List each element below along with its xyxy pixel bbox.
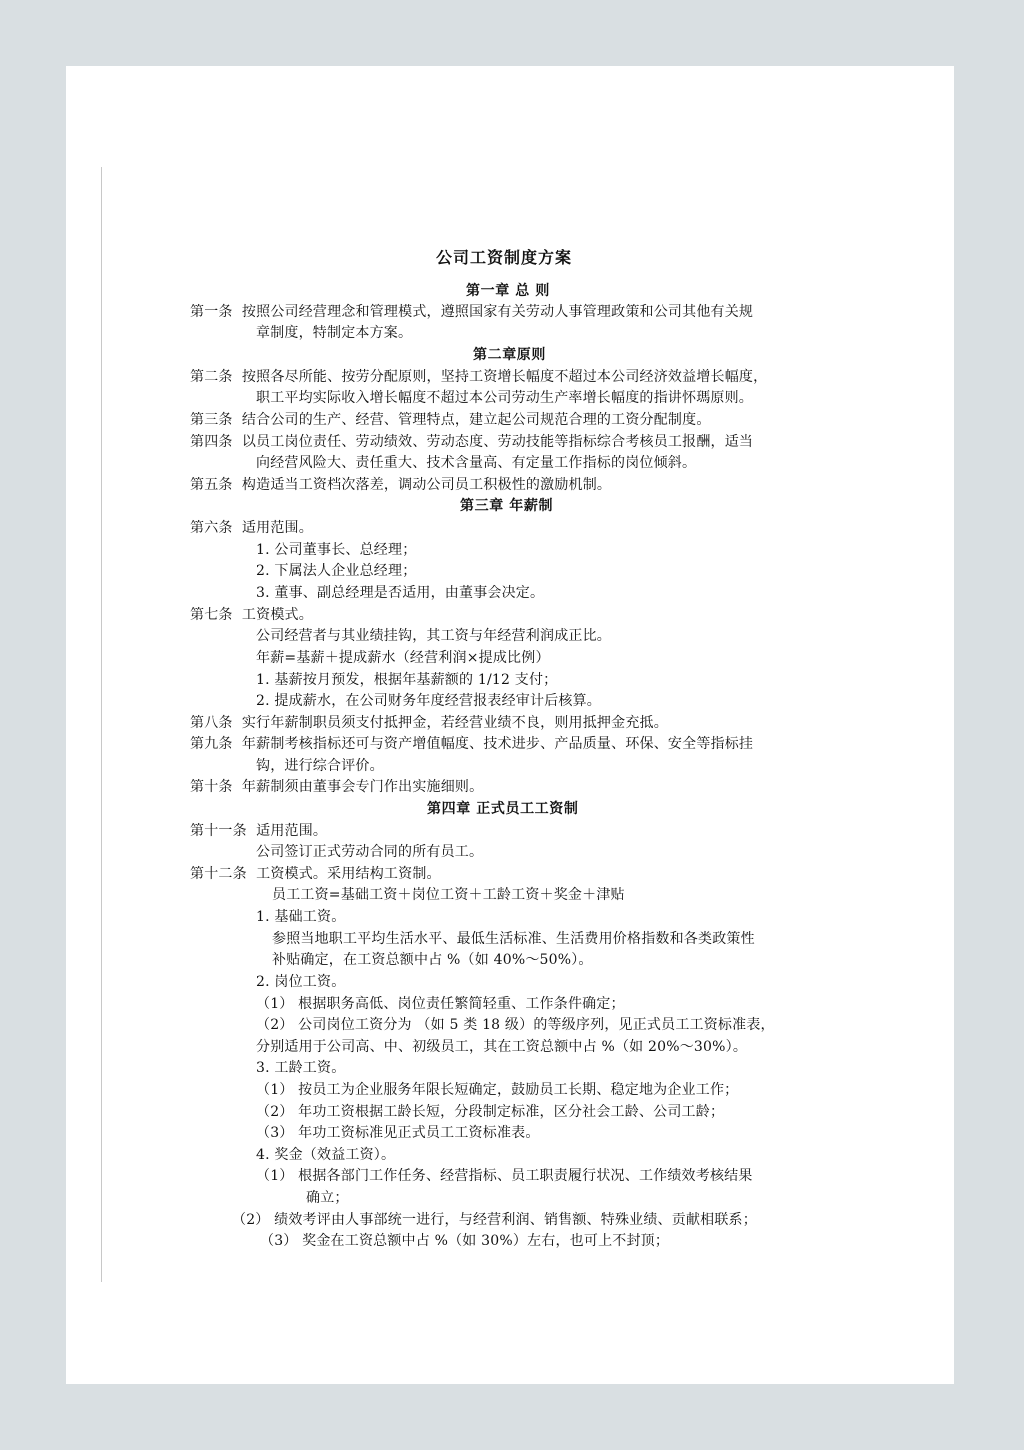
- article-label: 第六条: [190, 520, 233, 536]
- article-label: 第七条: [190, 607, 233, 623]
- section-text: 补贴确定，在工资总额中占 %（如 40%～50%）。: [272, 952, 593, 968]
- article-label: 第十一条: [190, 823, 247, 839]
- list-item: 2. 下属法人企业总经理；: [256, 563, 417, 579]
- section-text: （2） 绩效考评由人事部统一进行，与经营利润、销售额、特殊业绩、贡献相联系；: [232, 1212, 757, 1228]
- list-item: 1. 基薪按月预发，根据年基薪额的 1/12 支付；: [256, 672, 558, 688]
- article-3: [190, 410, 711, 431]
- list-item: 3. 董事、副总经理是否适用，由董事会决定。: [256, 585, 545, 601]
- list-item: 2. 提成薪水，在公司财务年度经营报表经审计后核算。: [256, 693, 602, 709]
- article-11: [190, 821, 327, 842]
- article-text: 钩，进行综合评价。: [256, 758, 384, 774]
- article-label: 第一条: [190, 304, 233, 320]
- salary-formula: 年薪=基薪＋提成薪水（经营利润×提成比例）: [256, 650, 550, 666]
- section-text: （3） 奖金在工资总额中占 %（如 30%）左右，也可上不封顶；: [260, 1233, 670, 1249]
- chapter-heading: 第二章原则: [473, 347, 546, 363]
- article-text: 年薪制须由董事会专门作出实施细则。: [241, 779, 484, 795]
- article-text: 工资模式。采用结构工资制。: [256, 866, 441, 882]
- article-7: [190, 605, 313, 626]
- article-5: [190, 475, 611, 496]
- section-text: （2） 年功工资根据工龄长短，分段制定标准，区分社会工龄、公司工龄；: [256, 1104, 725, 1120]
- article-text: 以员工岗位责任、劳动绩效、劳动态度、劳动技能等指标综合考核员工报酬，适当: [241, 434, 754, 450]
- section-text: （1） 根据职务高低、岗位责任繁简轻重、工作条件确定；: [256, 996, 625, 1012]
- article-12: [190, 864, 441, 885]
- article-text: 职工平均实际收入增长幅度不超过本公司劳动生产率增长幅度的指讲怀瑪原则。: [256, 390, 753, 406]
- article-text: 适用范围。: [256, 823, 328, 839]
- article-4: [190, 432, 753, 453]
- section-text: （3） 年功工资标准见正式员工工资标准表。: [256, 1125, 540, 1141]
- section-text: 参照当地职工平均生活水平、最低生活标准、生活费用价格指数和各类政策性: [272, 931, 755, 947]
- document-title: 公司工资制度方案: [436, 248, 573, 267]
- section-text: 确立；: [306, 1190, 349, 1206]
- article-9: [190, 734, 753, 755]
- section-heading: 2. 岗位工资。: [256, 974, 346, 990]
- article-label: 第九条: [190, 736, 233, 752]
- section-text: （2） 公司岗位工资分为 （如 5 类 18 级）的等级序列，见正式员工工资标准表，: [256, 1017, 775, 1033]
- article-text: 按照各尽所能、按劳分配原则，坚持工资增长幅度不超过本公司经济效益增长幅度，: [241, 369, 768, 385]
- section-heading: 4. 奖金（效益工资）。: [256, 1147, 396, 1163]
- article-label: 第十条: [190, 779, 233, 795]
- chapter-heading: 第三章 年薪制: [460, 498, 554, 514]
- article-2: [190, 367, 767, 388]
- list-item: 1. 公司董事长、总经理；: [256, 542, 417, 558]
- article-6: [190, 518, 313, 539]
- article-text: 适用范围。: [241, 520, 313, 536]
- article-label: 第十二条: [190, 866, 247, 882]
- article-text: 工资模式。: [241, 607, 313, 623]
- article-text: 结合公司的生产、经营、管理特点，建立起公司规范合理的工资分配制度。: [241, 412, 711, 428]
- article-10: [190, 777, 483, 798]
- section-heading: 3. 工龄工资。: [256, 1060, 346, 1076]
- article-label: 第四条: [190, 434, 233, 450]
- article-label: 第二条: [190, 369, 233, 385]
- article-text: 公司经营者与其业绩挂钩，其工资与年经营利润成正比。: [256, 628, 611, 644]
- section-text: （1） 按员工为企业服务年限长短确定，鼓励员工长期、稳定地为企业工作；: [256, 1082, 739, 1098]
- margin-rule: [101, 167, 102, 1282]
- chapter-heading: 第一章 总 则: [466, 283, 550, 299]
- section-text: （1） 根据各部门工作任务、经营指标、员工职责履行状况、工作绩效考核结果: [256, 1168, 753, 1184]
- article-1: [190, 302, 753, 323]
- chapter-heading: 第四章 正式员工工资制: [427, 801, 579, 817]
- article-text: 构造适当工资档次落差，调动公司员工积极性的激励机制。: [241, 477, 612, 493]
- article-8: [190, 713, 668, 734]
- article-text: 按照公司经营理念和管理模式，遵照国家有关劳动人事管理政策和公司其他有关规: [241, 304, 754, 320]
- article-text: 章制度，特制定本方案。: [256, 325, 413, 341]
- article-label: 第三条: [190, 412, 233, 428]
- article-text: 实行年薪制职员须支付抵押金，若经营业绩不良，则用抵押金充抵。: [241, 715, 668, 731]
- article-text: 年薪制考核指标还可与资产增值幅度、技术进步、产品质量、环保、安全等指标挂: [241, 736, 754, 752]
- article-label: 第五条: [190, 477, 233, 493]
- section-text: 分别适用于公司高、中、初级员工，其在工资总额中占 %（如 20%～30%）。: [256, 1039, 748, 1055]
- article-text: 向经营风险大、责任重大、技术含量高、有定量工作指标的岗位倾斜。: [256, 455, 697, 471]
- salary-formula: 员工工资=基础工资＋岗位工资＋工龄工资＋奖金＋津贴: [272, 887, 625, 903]
- article-text: 公司签订正式劳动合同的所有员工。: [256, 844, 484, 860]
- article-label: 第八条: [190, 715, 233, 731]
- section-heading: 1. 基础工资。: [256, 909, 346, 925]
